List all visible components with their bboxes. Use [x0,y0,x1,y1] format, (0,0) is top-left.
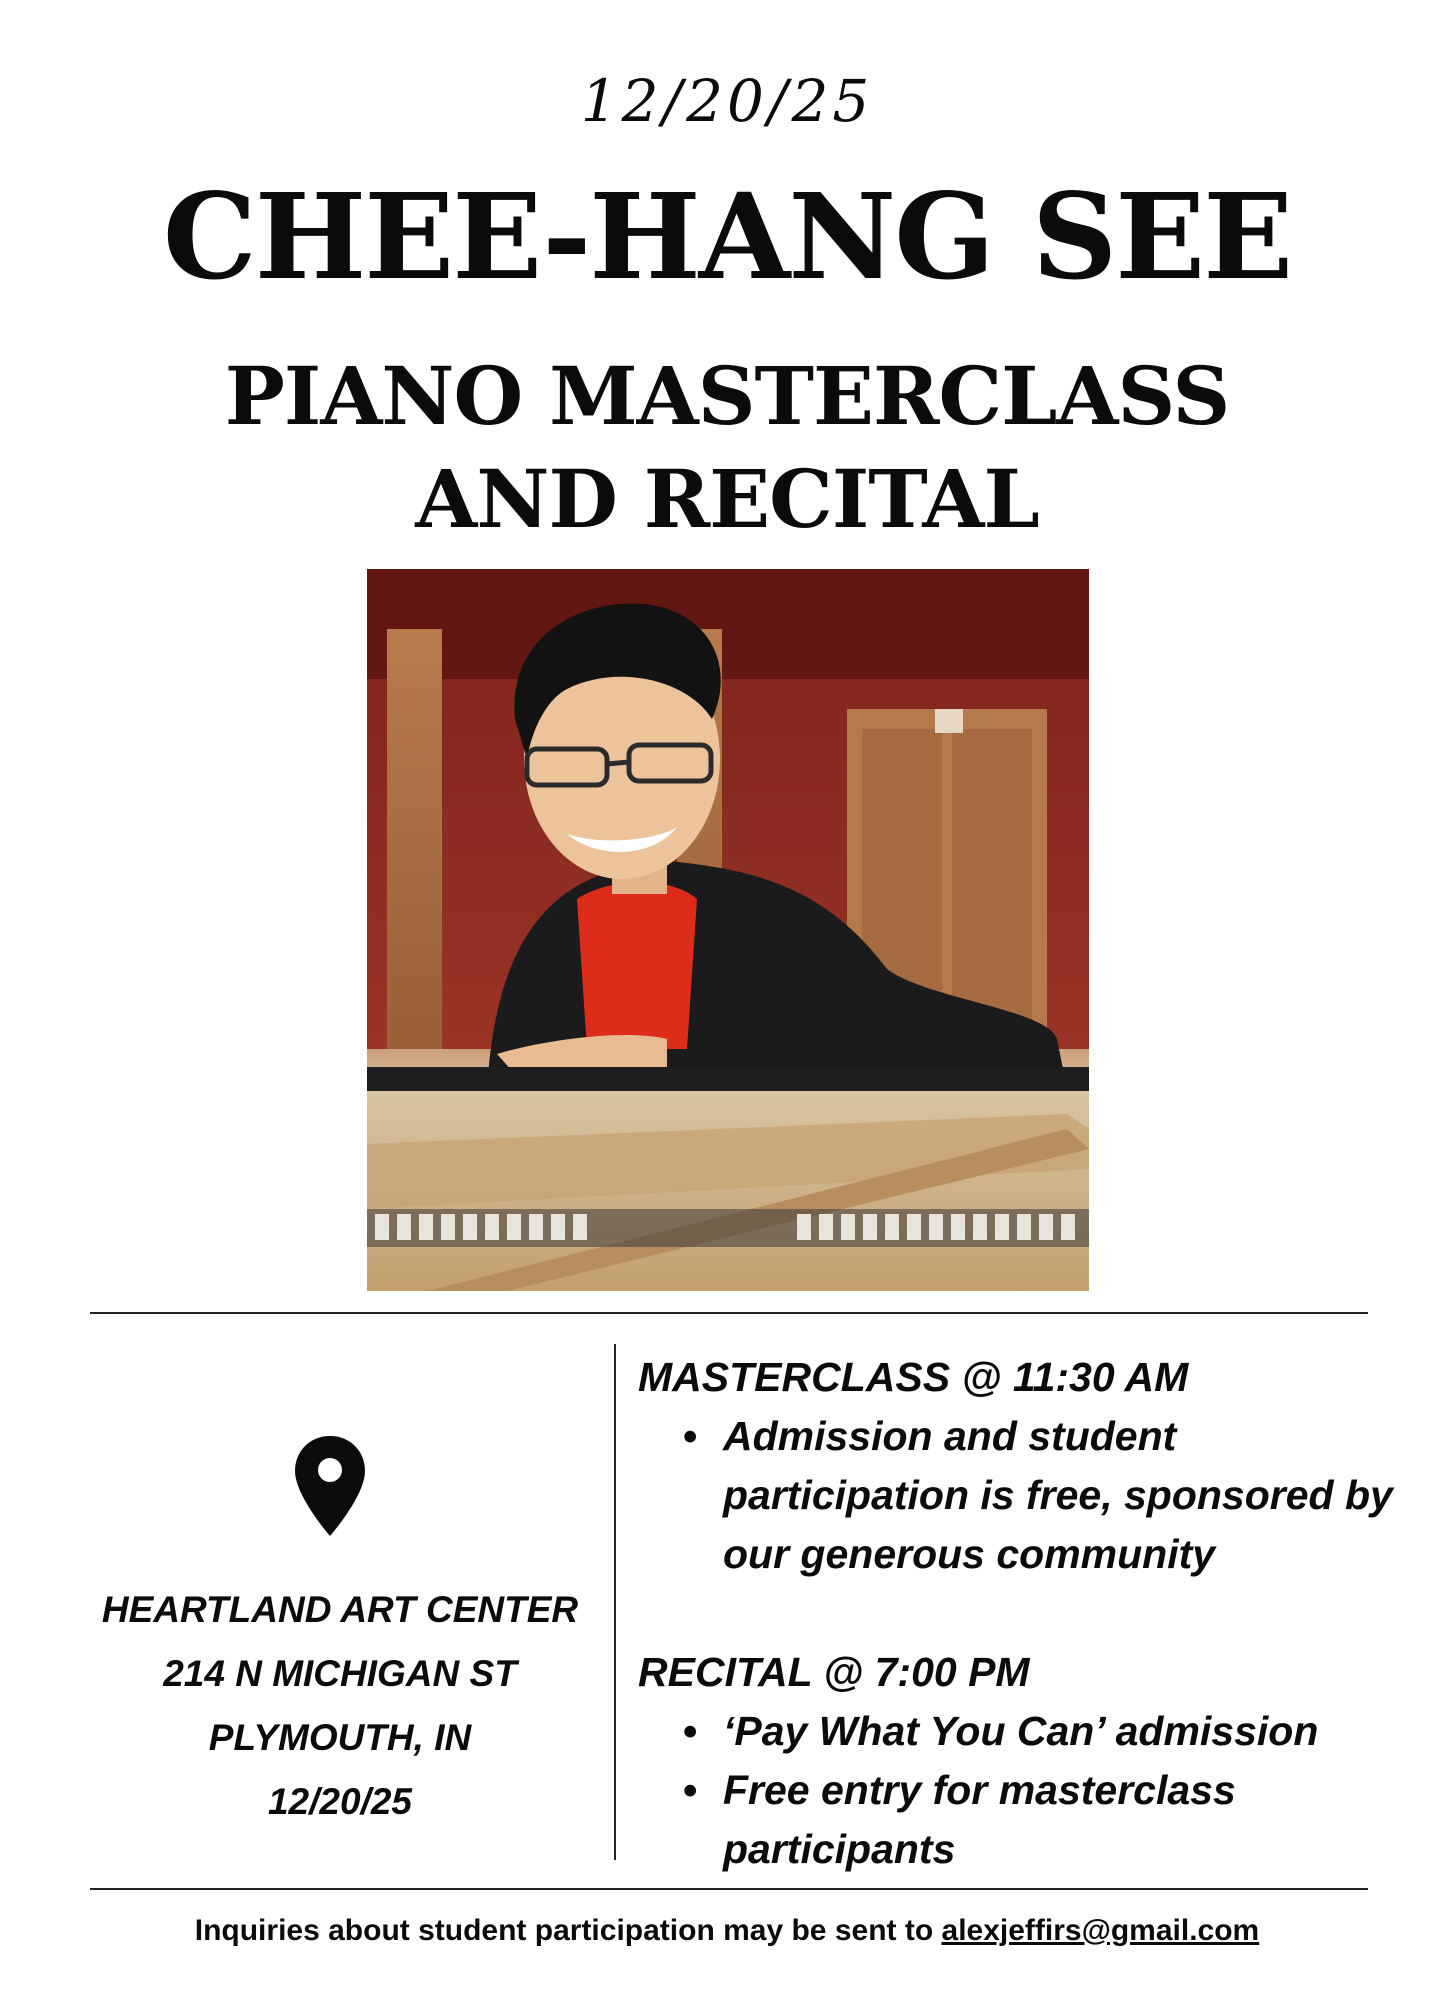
bottom-divider [90,1888,1368,1890]
venue-street: 214 N MICHIGAN ST [163,1653,517,1694]
subtitle-line-1: PIANO MASTERCLASS [224,349,1230,443]
top-divider [90,1312,1368,1314]
subtitle-line-2: AND RECITAL [415,452,1039,546]
contact-email-link[interactable]: alexjeffirs@gmail.com [941,1914,1260,1947]
column-divider [614,1344,616,1860]
venue-address [90,1578,590,1834]
venue-date: 12/20/25 [267,1781,413,1822]
performer-photo [367,569,1089,1291]
footer-inquiries [0,1916,1454,1946]
event-date: 12/20/25 [580,67,874,135]
map-pin-icon [295,1436,365,1536]
schedule-details [638,1348,1428,1879]
performer-name: CHEE-HANG SEE [162,167,1292,306]
masterclass-list [638,1407,1428,1584]
venue-city: PLYMOUTH, IN [208,1717,472,1758]
recital-heading: RECITAL @ 7:00 PM [638,1649,1030,1695]
masterclass-bullet: • Admission and student participation is free, sponsored by our generous community [638,1407,1428,1584]
masterclass-heading: MASTERCLASS @ 11:30 AM [638,1354,1189,1400]
event-subtitle [0,345,1454,551]
recital-bullet: • Free entry for masterclass participants [638,1761,1428,1879]
venue-name: HEARTLAND ART CENTER [101,1589,579,1630]
footer-text: Inquiries about student participation may be sent to [194,1914,934,1947]
recital-bullet: • ‘Pay What You Can’ admission [638,1702,1428,1761]
recital-list [638,1702,1428,1879]
